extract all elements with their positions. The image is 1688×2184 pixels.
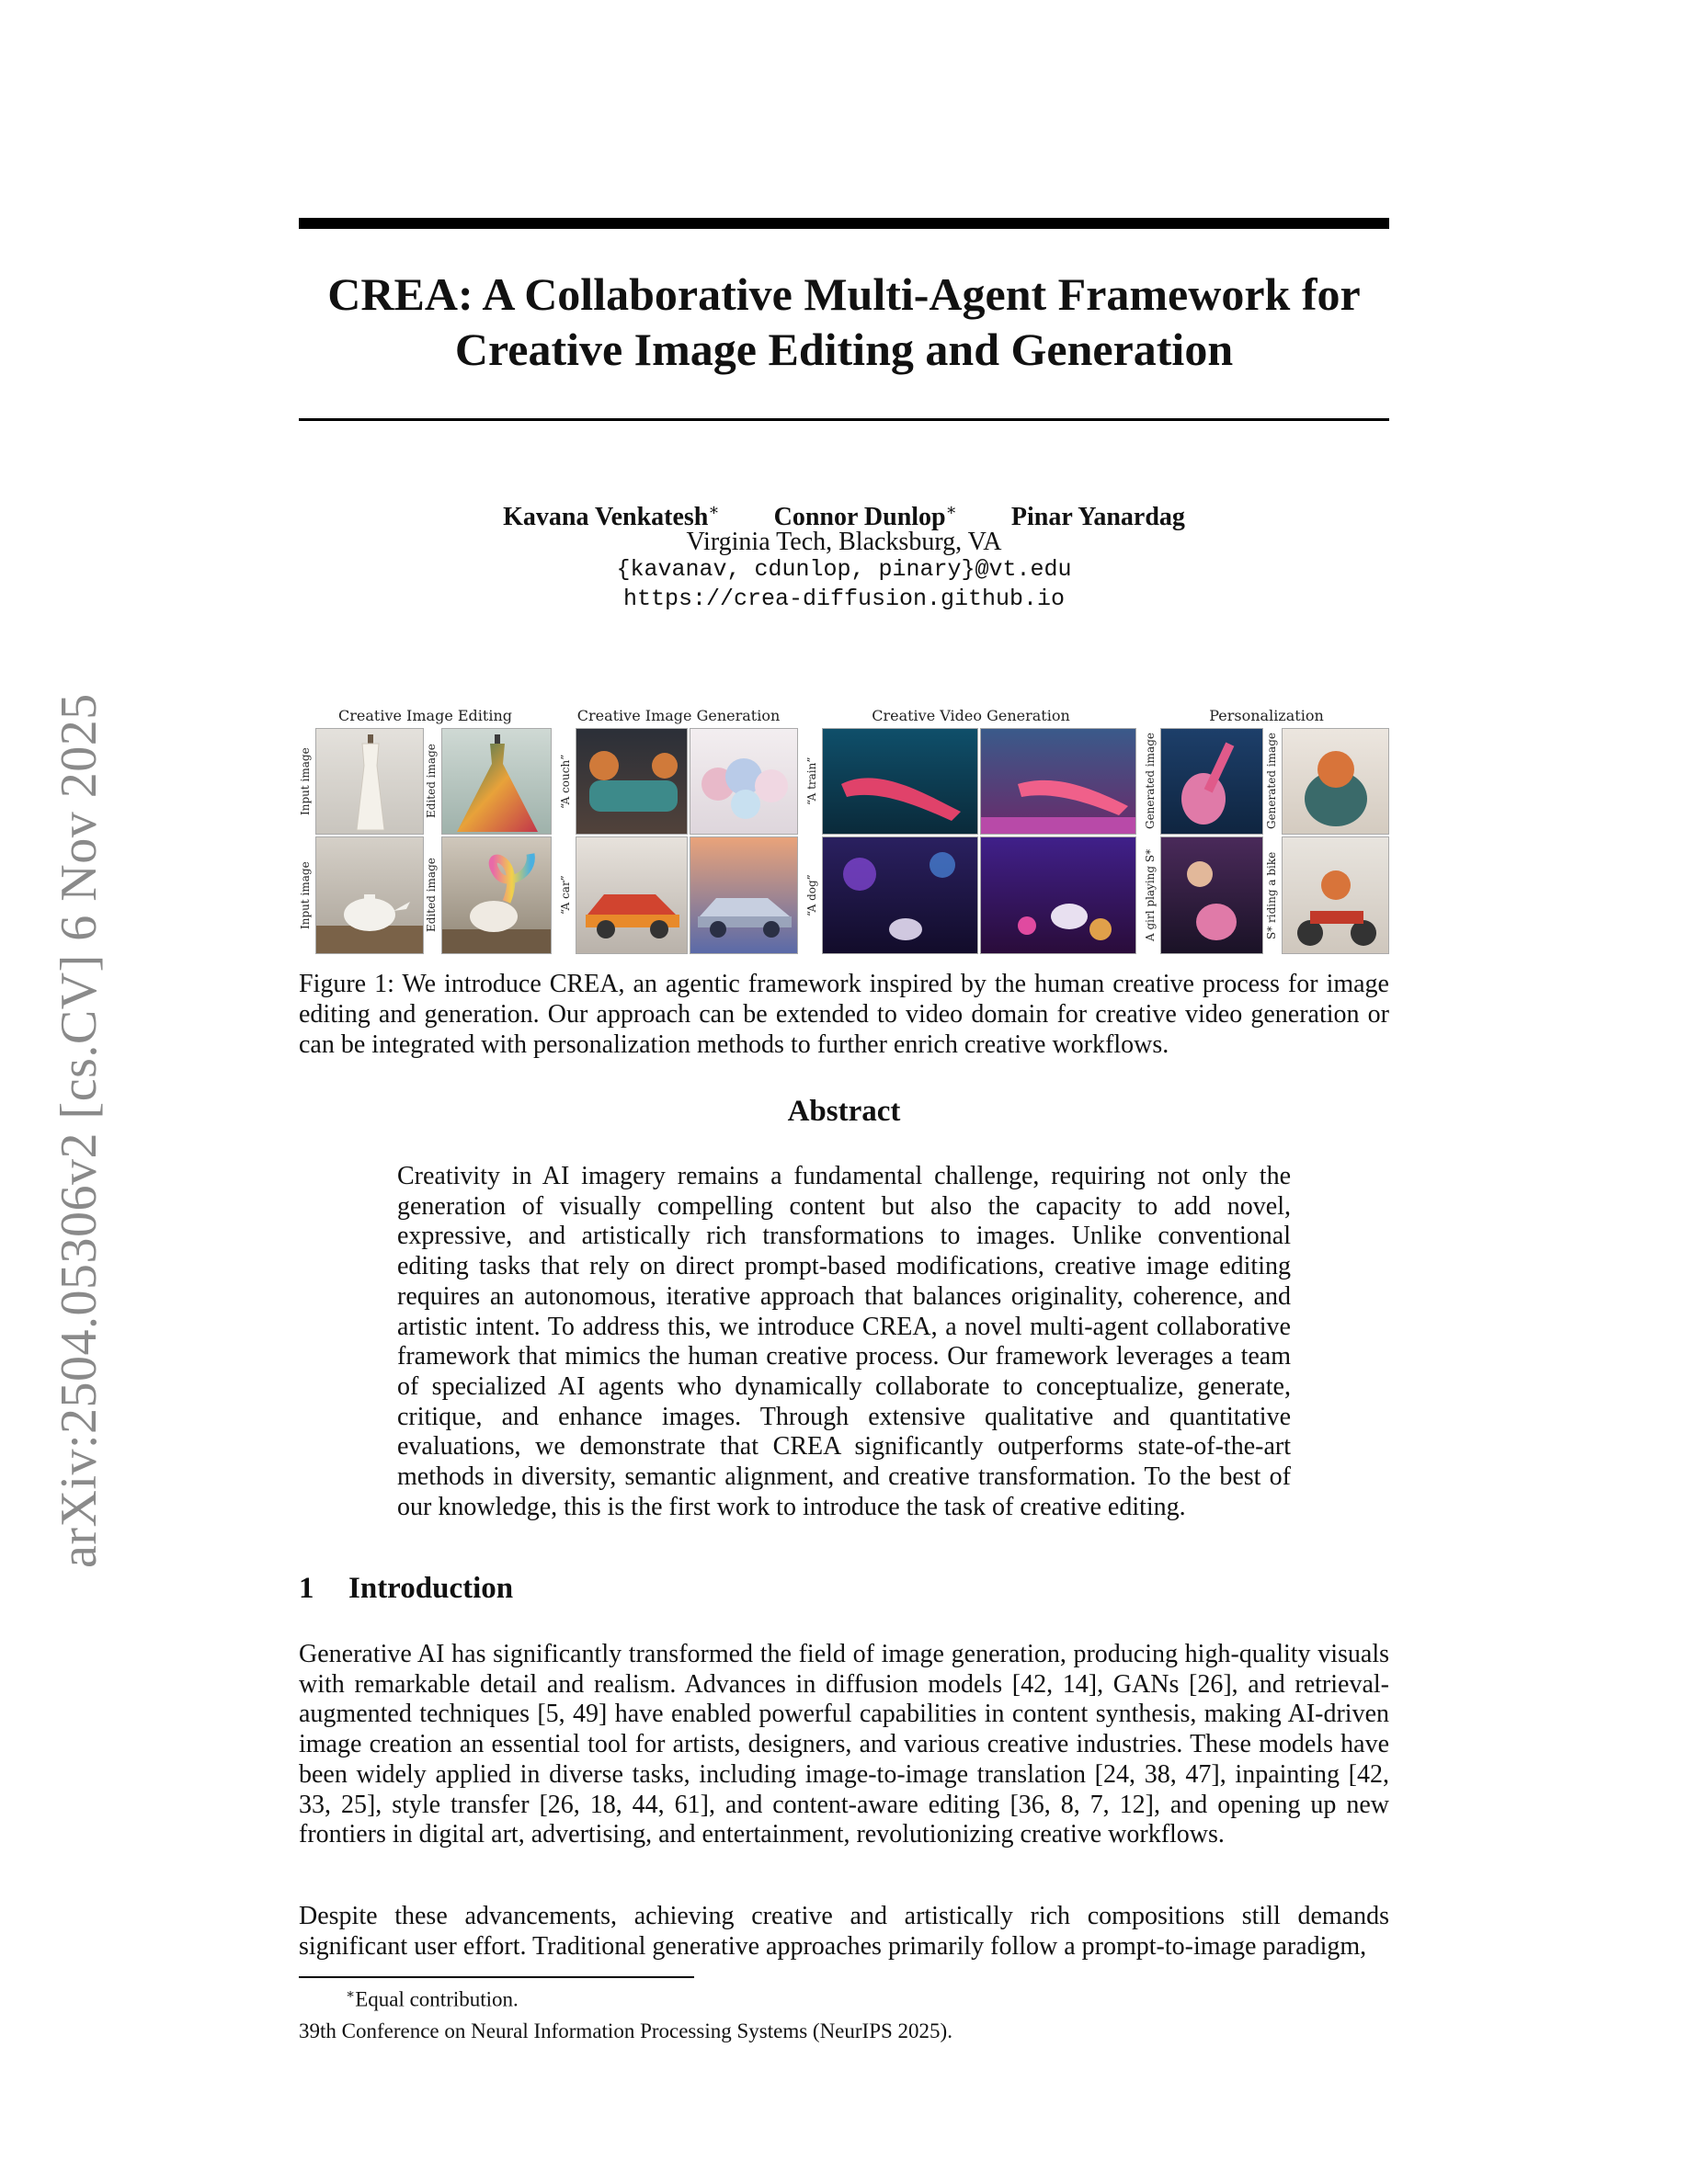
panel-title-editing: Creative Image Editing [338, 707, 512, 724]
image-couch-dragon [576, 728, 688, 835]
image-couch-spheres [690, 728, 798, 835]
label-edited-image: Edited image [425, 744, 438, 819]
author-1: Kavana Venkatesh∗ [503, 501, 720, 532]
image-video-train-1 [822, 728, 978, 835]
image-girl-guitar [1160, 836, 1263, 954]
intro-paragraph-1: Generative AI has significantly transformed the field of image generation, producing high-quality visuals with remarkable detail and realism. Advances in diffusion models [42, 14], GANs [26], and retrieval-augmented techniques [5, 49] have enabled powerful capabilities in content synthesis, making AI-driven image creation an essential tool for artists, designers, and various creative industries. These models have been widely applied in diverse tasks, including image-to-image translation [24, 38, 47], inpainting [42, 33, 25], style transfer [26, 18, 44, 61], and content-aware editing [36, 8, 7, 12], and opening up new frontiers in digital art, advertising, and entertainment, revolutionizing creative workflows. [299, 1640, 1389, 1849]
image-input-teapot [315, 836, 424, 954]
venue-line: 39th Conference on Neural Information Processing Systems (NeurIPS 2025). [299, 2019, 952, 2042]
image-video-dog-1 [822, 836, 978, 954]
intro-paragraph-2: Despite these advancements, achieving creative and artistically rich compositions still demands significant user effort. Traditional generative approaches primarily follow a prompt-to-image paradigm, [299, 1902, 1389, 1961]
figure-1-caption: Figure 1: We introduce CREA, an agentic framework inspired by the human creative process for image editing and generation. Our approach can be extended to video domain for creative video generation or can be integrated with personalization methods to further enrich creative workflows. [299, 970, 1389, 1059]
paper-title [299, 267, 1389, 377]
author-emails: {kavanav, cdunlop, pinary}@vt.edu [616, 556, 1072, 583]
label-a-train: “A train” [805, 756, 818, 806]
label-girl-playing: A girl playing S* [1144, 848, 1157, 942]
label-generated-image-1: Generated image [1144, 733, 1157, 830]
image-video-dog-2 [980, 836, 1136, 954]
image-guitar [1160, 728, 1263, 835]
title-line-1: CREA: A Collaborative Multi-Agent Framework for [327, 268, 1361, 320]
abstract-heading: Abstract [787, 1095, 901, 1128]
label-riding-bike: S* riding a bike [1265, 851, 1278, 939]
panel-title-generation: Creative Image Generation [576, 707, 781, 724]
image-edited-teapot [441, 836, 552, 954]
title-bottom-rule [299, 418, 1389, 421]
section-heading-introduction: 1 Introduction [299, 1572, 514, 1605]
title-line-2: Creative Image Editing and Generation [454, 324, 1234, 375]
affiliation: Virginia Tech, Blacksburg, VA [686, 528, 1002, 556]
image-creature [1282, 728, 1389, 835]
panel-title-video: Creative Video Generation [872, 707, 1070, 724]
image-creature-bike [1282, 836, 1389, 954]
label-a-couch: “A couch” [559, 754, 572, 809]
arxiv-stamp: arXiv:2504.05306v2 [cs.CV] 6 Nov 2025 [51, 693, 108, 1568]
label-edited-image-2: Edited image [425, 858, 438, 933]
project-url[interactable]: https://crea-diffusion.github.io [622, 586, 1066, 612]
image-input-dress [315, 728, 424, 835]
label-a-dog: “A dog” [805, 874, 818, 916]
author-3: Pinar Yanardag [1010, 503, 1185, 532]
label-input-image: Input image [299, 747, 312, 815]
image-video-train-2 [980, 728, 1136, 835]
image-edited-dress [441, 728, 552, 835]
figure-1 [299, 706, 1389, 956]
footnote-rule [299, 1976, 694, 1978]
author-2: Connor Dunlop∗ [773, 501, 957, 532]
label-a-car: “A car” [559, 875, 572, 916]
label-generated-image-2: Generated image [1265, 733, 1278, 830]
image-car-chrome [690, 836, 798, 954]
image-car-colorful [576, 836, 688, 954]
panel-title-personalization: Personalization [1209, 707, 1324, 724]
label-input-image-2: Input image [299, 861, 312, 929]
abstract-text: Creativity in AI imagery remains a fundamental challenge, requiring not only the generation of visually compelling content but also the capacity to add novel, expressive, and artistically rich transformations to images. Unlike conventional editing tasks that rely on direct prompt-based modifications, creative image editing requires an autonomous, iterative approach that balances originality, coherence, and artistic intent. To address this, we introduce CREA, a novel multi-agent collaborative framework that mimics the human creative process. Our framework leverages a team of specialized AI agents who dynamically collaborate to conceptualize, generate, critique, and enhance images. Through extensive qualitative and quantitative evaluations, we demonstrate that CREA significantly outperforms state-of-the-art methods in diversity, semantic alignment, and creative transformation. To the best of our knowledge, this is the first work to introduce the task of creative editing. [397, 1162, 1291, 1521]
footnote-equal-contribution: ∗Equal contribution. [346, 1987, 519, 2011]
title-top-rule [299, 218, 1389, 229]
